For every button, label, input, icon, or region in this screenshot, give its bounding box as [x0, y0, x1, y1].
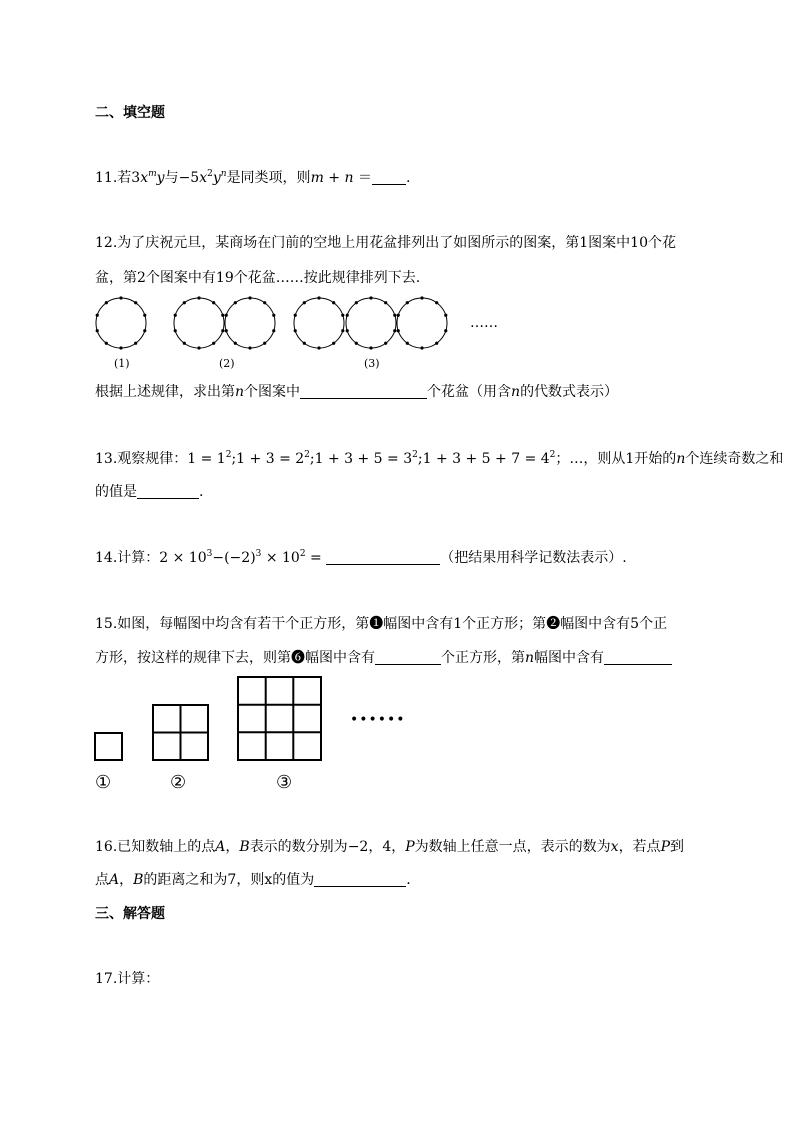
section-title-fill: 二、填空题 [95, 105, 165, 121]
q12-text-b: 个图案中 [244, 384, 301, 400]
q11-term-1: $3x^my$ [131, 169, 165, 186]
q11-text-1: 若 [117, 170, 132, 186]
flower-pot-dot [341, 314, 344, 317]
q12-text-a: 根据上述规律，求出第 [95, 384, 235, 400]
pot-ring-2b [225, 298, 275, 348]
square-grid-figure [90, 672, 350, 766]
flower-pot-dot [393, 329, 396, 332]
flower-pot-dot [263, 342, 266, 345]
q15-text-b: 幅图中含有1个正方形；第 [383, 616, 547, 632]
q12-line-2: 盆，第2个图案中有19个花盆……按此规律排列下去. [95, 270, 421, 286]
q16-text-b: 表示的数分别为 [249, 839, 348, 855]
circled-1-icon: ❶ [369, 616, 384, 632]
q16-text-e: 到 [669, 839, 684, 855]
flower-pot-dot [317, 346, 320, 349]
q11-equals: ＝ [357, 170, 372, 186]
q13-answer-blank [137, 484, 199, 499]
pot-ring-3a [294, 298, 344, 348]
flower-pot-dot [174, 329, 177, 332]
q13-line-2 [95, 482, 203, 502]
flower-pot-dot [384, 342, 387, 345]
q16-text-a: 16.已知数轴上的点 [95, 839, 216, 855]
flower-pot-dot [369, 346, 372, 349]
section-title-answer: 三、解答题 [95, 906, 165, 922]
q16-text-f: 点 [95, 872, 109, 888]
flower-pot-dot [248, 296, 251, 299]
grid-1 [95, 733, 122, 760]
grid-2 [153, 705, 208, 760]
q13-text-c: 个连续奇数之和 [685, 451, 784, 467]
flower-pot-dot [444, 314, 447, 317]
question-17: 17.计算： [95, 971, 160, 987]
flower-pot-dot [119, 346, 122, 349]
flower-pot-dot [183, 301, 186, 304]
q15-answer-blank-1 [375, 650, 441, 665]
flower-pot-dot [397, 329, 400, 332]
q15-text-g: 幅图中含有 [534, 650, 605, 666]
flower-pot-dot [96, 329, 99, 332]
flower-pot-dot [183, 342, 186, 345]
flower-pot-dot [346, 314, 349, 317]
flower-pot-dot [341, 329, 344, 332]
circled-2-icon: ❷ [546, 616, 561, 632]
flower-pot-dot [355, 301, 358, 304]
q12-text-c: 个花盆（用含 [427, 384, 512, 400]
flower-pot-dot [332, 301, 335, 304]
flower-pot-dot [332, 342, 335, 345]
pot-ring-3b [346, 298, 396, 348]
q15-text-c: 幅图中含有5个正 [560, 616, 668, 632]
q11-expr: m + n [310, 170, 354, 186]
q14-answer-blank [326, 550, 440, 565]
question-14 [95, 548, 627, 568]
q11-term-2: $-5x^2y^n$ [178, 169, 227, 186]
flower-pot-dot [406, 342, 409, 345]
q16-line-1: 16.已知数轴上的点A，B表示的数分别为−2，4，P为数轴上任意一点，表示的数为x，若点P到 [95, 839, 684, 855]
flower-pot-dot [143, 314, 146, 317]
pot-ring-3c [397, 298, 447, 348]
flower-pot-dot [234, 301, 237, 304]
pot-ring-2a [174, 298, 224, 348]
q16-answer-blank [314, 872, 406, 887]
q15-text-f: 个正方形，第 [441, 650, 525, 666]
q12-answer-blank [300, 384, 427, 399]
flower-pot-dot [248, 346, 251, 349]
circled-6-icon: ❻ [291, 650, 305, 666]
q15-var-n: n [525, 650, 535, 666]
q13-var-n: n [676, 451, 686, 467]
flower-pot-dot [119, 296, 122, 299]
flower-pot-dot [294, 314, 297, 317]
q11-text-2: 与 [164, 170, 179, 186]
q14-expression: $2 \times 10^3-(-2)^3 \times 10^2$ = [159, 549, 327, 566]
flower-pot-dot [346, 329, 349, 332]
q12-var-n2: n [511, 384, 521, 400]
q16-values: −2，4， [347, 839, 406, 855]
flower-pot-dot [435, 342, 438, 345]
q15-line-1 [95, 614, 667, 634]
flower-pot-dot [435, 301, 438, 304]
flower-pot-dot [272, 329, 275, 332]
flower-pot-dot [134, 342, 137, 345]
q16-text-c: 为数轴上任意一点，表示的数为 [414, 839, 611, 855]
figure-ellipsis: …… [470, 315, 498, 331]
flower-pot-dot [197, 296, 200, 299]
grid-3 [238, 677, 321, 760]
q11-text-3: 是同类项，则 [226, 170, 311, 186]
q16-text-g: 的距离之和为7，则x的值为 [143, 872, 315, 888]
q12-line-1: 12.为了庆祝元旦，某商场在门前的空地上用花盆排列出了如图所示的图案，第1图案中10个花 [95, 235, 676, 251]
figure-label-2: (2) [219, 357, 235, 370]
flower-pot-figure [88, 290, 508, 380]
figure-label-3: (3) [364, 357, 380, 370]
flower-pot-dot [105, 342, 108, 345]
flower-pot-dot [197, 346, 200, 349]
flower-pot-dot [303, 301, 306, 304]
flower-pot-dot [225, 314, 228, 317]
flower-pot-dot [234, 342, 237, 345]
q13-end: . [199, 484, 204, 500]
q13-pattern: $1 = 1^2;1 + 3$ = $2^2;1 + 3 + 5$ = $3^2;1 + 3 + 5 + 7 = 4^2$ [187, 450, 556, 467]
flower-pot-dot [294, 329, 297, 332]
q16-line-2: 点A，B的距离之和为7，则x的值为 . [95, 872, 411, 888]
flower-pot-dot [212, 342, 215, 345]
q14-text-a: 14.计算： [95, 550, 160, 566]
flower-pot-dot [96, 314, 99, 317]
q12-text-d: 的代数式表示） [520, 384, 619, 400]
grid-label-1: ① [95, 772, 112, 793]
flower-pot-dot [221, 314, 224, 317]
q15-answer-blank-2 [604, 650, 672, 665]
q13-line-1 [95, 449, 783, 469]
q12-var-n: n [235, 384, 245, 400]
flower-pot-dot [263, 301, 266, 304]
flower-pot-dot [444, 329, 447, 332]
flower-pot-dot [272, 314, 275, 317]
figure-label-1: (1) [114, 357, 130, 370]
q11-answer-blank [372, 170, 406, 185]
flower-pot-dot [303, 342, 306, 345]
flower-pot-dot [369, 296, 372, 299]
flower-pot-dot [317, 296, 320, 299]
flower-pot-dot [105, 301, 108, 304]
q11-end: . [405, 170, 411, 186]
pot-ring-1 [96, 298, 146, 348]
q15-text-a: 15.如图，每幅图中均含有若干个正方形，第 [95, 616, 370, 632]
q13-text-d: 的值是 [95, 484, 137, 500]
q16-end: . [406, 872, 411, 888]
q13-text-b: ；…，则从1开始的 [555, 451, 677, 467]
grid-label-2: ② [170, 772, 187, 793]
question-11 [95, 168, 410, 188]
flower-pot-dot [174, 314, 177, 317]
q13-text-a: 13.观察规律： [95, 451, 188, 467]
q12-line-3 [95, 382, 618, 402]
q11-number: 11. [95, 170, 118, 186]
flower-pot-dot [134, 301, 137, 304]
q14-text-b: （把结果用科学记数法表示）. [440, 550, 627, 566]
flower-pot-dot [212, 301, 215, 304]
flower-pot-dot [420, 296, 423, 299]
flower-pot-dot [420, 346, 423, 349]
q16-text-d: ，若点 [618, 839, 661, 855]
flower-pot-dot [384, 301, 387, 304]
grid-label-3: ③ [276, 772, 293, 793]
flower-pot-dot [406, 301, 409, 304]
q15-line-2 [95, 648, 672, 668]
flower-pot-dot [397, 314, 400, 317]
flower-pot-dot [355, 342, 358, 345]
q15-text-e: 幅图中含有 [305, 650, 375, 666]
flower-pot-dot [225, 329, 228, 332]
q15-text-d: 方形，按这样的规律下去，则第 [95, 650, 291, 666]
flower-pot-dot [221, 329, 224, 332]
flower-pot-dot [393, 314, 396, 317]
flower-pot-dot [143, 329, 146, 332]
grid-ellipsis: •••••• [350, 712, 406, 728]
